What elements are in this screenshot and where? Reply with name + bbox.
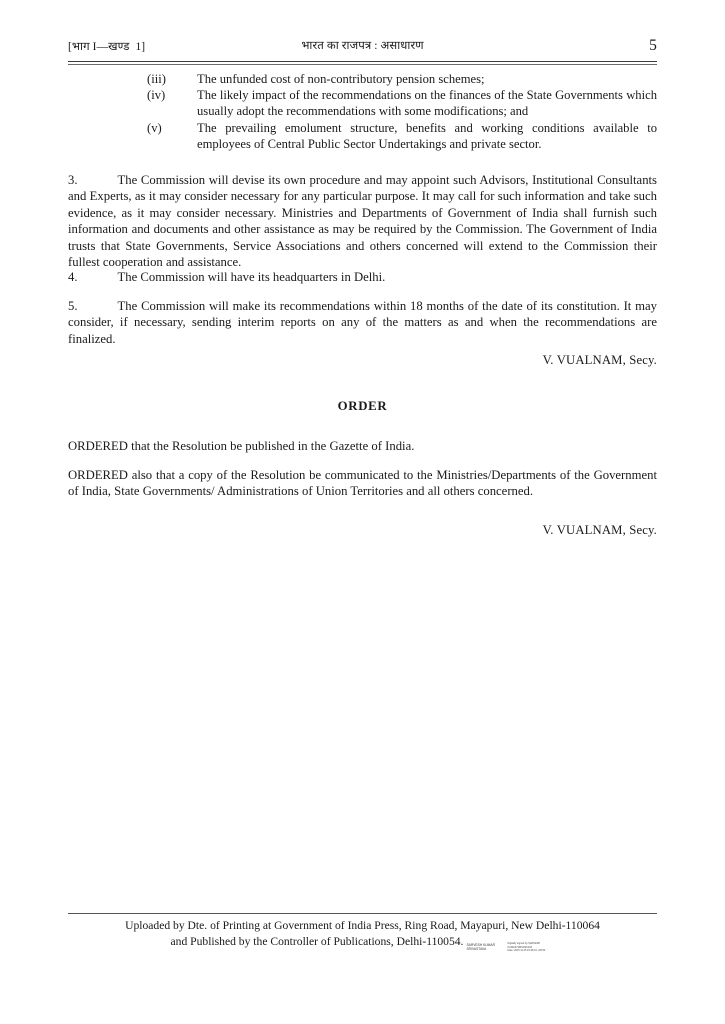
page-number: 5	[649, 37, 657, 54]
paragraph-3	[68, 172, 657, 271]
digital-signature-details	[507, 942, 554, 952]
paragraph-4	[68, 269, 657, 286]
paragraph-number: 5.	[68, 298, 78, 313]
paragraph-number: 3.	[68, 172, 78, 187]
list-item	[68, 121, 657, 153]
order-heading: ORDER	[337, 399, 388, 413]
sub-clause-marker: (iii)	[147, 72, 166, 86]
header-rule	[68, 61, 657, 65]
sub-clause-text: The prevailing emolument structure, benefits and working conditions available to employees of Central Public Sector Undertakings and private sector.	[197, 120, 657, 151]
list-item	[68, 72, 657, 88]
paragraph-number: 4.	[68, 269, 78, 284]
digital-signature-name: SARVESH KUMAR SRIVASTAVA	[466, 942, 495, 952]
digital-signature-stamp	[466, 938, 554, 957]
footer-line-1: Uploaded by Dte. of Printing at Government of India Press, Ring Road, Mayapuri, New Delhi-110064	[125, 919, 600, 932]
sub-clause-text: The unfunded cost of non-contributory pension schemes;	[197, 72, 485, 86]
sub-clause-text: The likely impact of the recommendations on the finances of the State Governments which usually adopt the recommendations with some modifications; and	[197, 88, 657, 119]
header-part-label: [भाग I—खण्ड 1]	[68, 41, 146, 53]
order-paragraph-1: ORDERED that the Resolution be published in the Gazette of India.	[68, 438, 415, 453]
paragraph-text: The Commission will make its recommendations within 18 months of the date of its constitution. It may consider, if necessary, sending interim reports on any of the matters as and when the recommendations are finalized.	[68, 298, 657, 346]
page-header	[68, 38, 657, 60]
document-body	[68, 72, 657, 537]
digital-signature-detail-line-1: Digitally signed by SARVESH	[507, 942, 541, 946]
paragraph-text: The Commission will have its headquarters in Delhi.	[117, 269, 386, 284]
sub-clause-list	[68, 72, 657, 153]
sub-clause-marker: (v)	[147, 120, 162, 135]
list-item	[68, 88, 657, 120]
digital-signature-detail-line-3: Date: 2015.11.25 15:36:16 +05'30'	[507, 949, 546, 953]
paragraph-5	[68, 298, 657, 348]
page-footer	[68, 918, 657, 956]
footer-line-2: and Published by the Controller of Publications, Delhi-110054.	[170, 934, 464, 948]
footer-rule	[68, 913, 657, 914]
digital-signature-detail-line-2: KUMAR SRIVASTAVA	[507, 945, 533, 949]
header-gazette-title: भारत का राजपत्र : असाधारण	[301, 40, 424, 52]
paragraph-text: The Commission will devise its own procedure and may appoint such Advisors, Institutional Consultants and Experts, as it may consider necessary for any particular purpose. It may call for such information and take such evidence, as it may consider necessary. Ministries and Departments of Government of India shall furnish such information and documents and other assistance as may be required by the Commission. The Government of India trusts that State Governments, Service Associations and others concerned will extend to the Commission their fullest cooperation and assistance.	[68, 172, 657, 270]
signature-block-bottom: V. VUALNAM, Secy.	[542, 523, 657, 537]
sub-clause-marker: (iv)	[147, 88, 166, 103]
signature-block-top: V. VUALNAM, Secy.	[542, 353, 657, 367]
order-paragraph-2: ORDERED also that a copy of the Resolution be communicated to the Ministries/Departments of the Government of India, State Governments/ Administrations of Union Territories and all others concerned.	[68, 467, 657, 499]
